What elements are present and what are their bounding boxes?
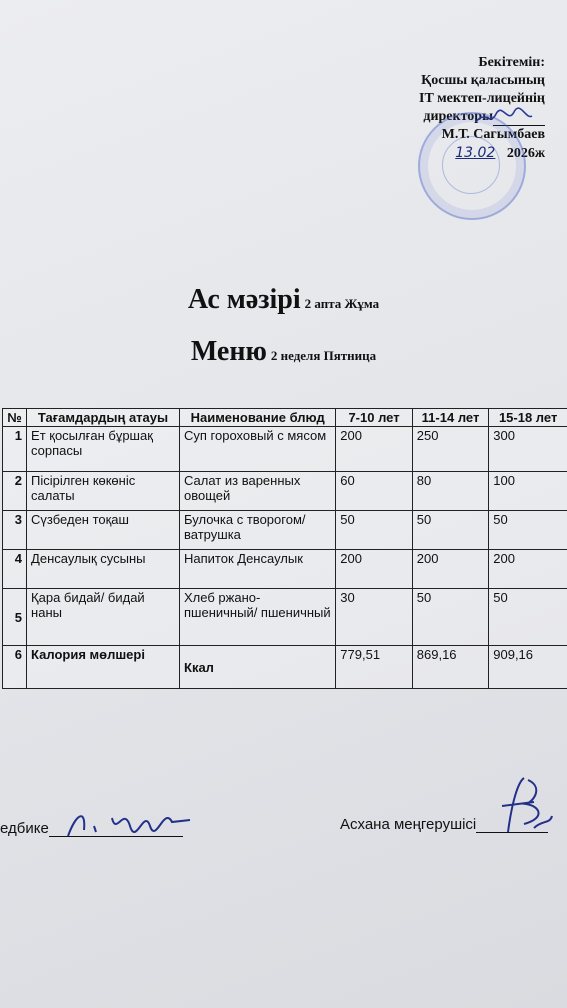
title-kz (0, 284, 567, 316)
header-kz: Тағамдардың атауы (27, 409, 180, 427)
portion-11-14: 50 (412, 589, 488, 646)
row-number: 3 (3, 511, 27, 550)
dish-kz: Сүзбеден тоқаш (27, 511, 180, 550)
portion-7-10: 200 (336, 550, 412, 589)
dish-ru: Булочка с творогом/ватрушка (180, 511, 336, 550)
director-signature (474, 106, 534, 128)
table-row (3, 550, 567, 589)
dish-ru: Салат из варенных овощей (180, 472, 336, 511)
title-ru (0, 336, 567, 368)
portion-11-14: 50 (412, 511, 488, 550)
row-number: 4 (3, 550, 27, 589)
dish-ru: Напиток Денсаулык (180, 550, 336, 589)
stamp-inner-ring (442, 136, 500, 194)
dish-kz: Қара бидай/ бидай наны (27, 589, 180, 646)
title-ru-sub: 2 неделя Пятница (270, 348, 377, 363)
menu-table (2, 408, 567, 689)
portion-15-18: 50 (489, 511, 567, 550)
table-header-row (3, 409, 567, 427)
portion-15-18: 200 (489, 550, 567, 589)
nurse-signature (64, 796, 194, 846)
portion-11-14: 250 (412, 427, 488, 472)
portion-7-10: 30 (336, 589, 412, 646)
table-row (3, 646, 567, 689)
header-ru: Наименование блюд (180, 409, 336, 427)
dish-ru: Хлеб ржано-пшеничный/ пшеничный (180, 589, 336, 646)
calories-15-18: 909,16 (489, 646, 567, 689)
header-age-11-14: 11-14 лет (412, 409, 488, 427)
official-stamp (418, 112, 526, 220)
header-age-15-18: 15-18 лет (489, 409, 567, 427)
portion-15-18: 50 (489, 589, 567, 646)
calories-11-14: 869,16 (412, 646, 488, 689)
approval-line-2: Қосшы қаласының (421, 73, 545, 88)
table-row (3, 511, 567, 550)
title-kz-main: Ас мәзірі (187, 284, 301, 315)
table-row (3, 472, 567, 511)
portion-7-10: 200 (336, 427, 412, 472)
dish-ru: Суп гороховый с мясом (180, 427, 336, 472)
portion-11-14: 200 (412, 550, 488, 589)
row-number: 1 (3, 427, 27, 472)
dish-kz: Денсаулық сусыны (27, 550, 180, 589)
portion-7-10: 50 (336, 511, 412, 550)
portion-15-18: 100 (489, 472, 567, 511)
header-num: № (3, 409, 27, 427)
title-ru-main: Меню (190, 336, 267, 367)
portion-7-10: 60 (336, 472, 412, 511)
portion-11-14: 80 (412, 472, 488, 511)
calorie-label-ru: Ккал (180, 646, 336, 689)
portion-15-18: 300 (489, 427, 567, 472)
approval-line-5: М.Т. Сагымбаев (441, 127, 545, 142)
table-row (3, 589, 567, 646)
calories-7-10: 779,51 (336, 646, 412, 689)
header-age-7-10: 7-10 лет (336, 409, 412, 427)
title-kz-sub: 2 апта Жұма (304, 296, 380, 311)
dish-kz: Ет қосылған бұршақ сорпасы (27, 427, 180, 472)
handwritten-date: 13.02 (455, 145, 496, 161)
nurse-label: едбике (0, 820, 49, 837)
canteen-head-signature (494, 772, 554, 836)
approval-line-1: Бекітемін: (478, 55, 545, 70)
row-number: 2 (3, 472, 27, 511)
row-number: 6 (3, 646, 27, 689)
director-label: директоры (423, 109, 493, 124)
table-row (3, 427, 567, 472)
approval-year: 2026ж (506, 146, 545, 161)
calorie-label-kz: Калория мөлшері (27, 646, 180, 689)
canteen-head-label: Асхана меңгерушісі (340, 816, 477, 833)
row-number: 5 (3, 589, 27, 646)
approval-line-3: IT мектеп-лицейнің (419, 91, 545, 106)
dish-kz: Пісірілген көкөніс салаты (27, 472, 180, 511)
